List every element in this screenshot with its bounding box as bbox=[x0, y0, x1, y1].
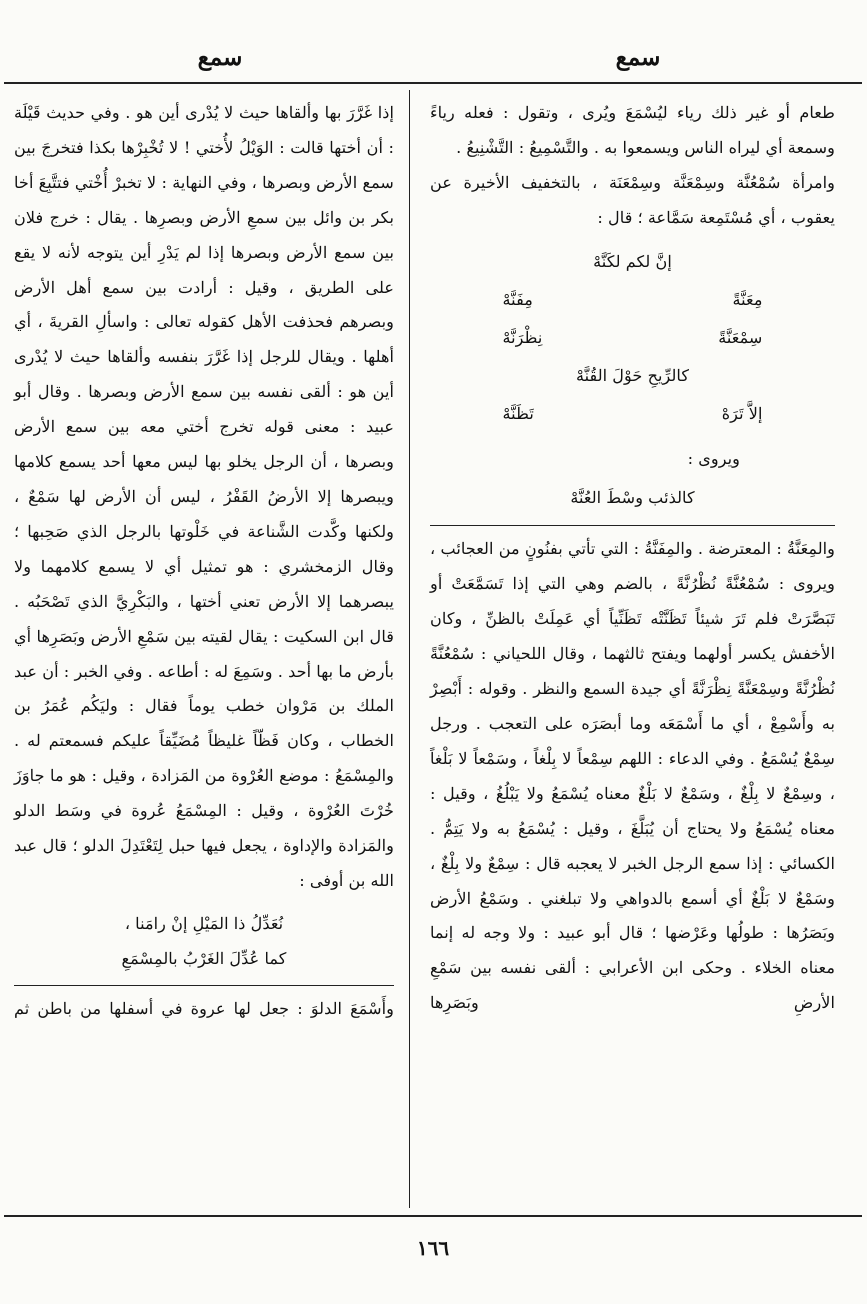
verse-line bbox=[503, 358, 763, 396]
verse-block bbox=[503, 244, 763, 434]
verse-line bbox=[503, 396, 763, 434]
variant-verse: كالذئب وسْطَ العُنَّهْ bbox=[570, 487, 695, 507]
section-divider bbox=[430, 525, 835, 526]
paragraph-closing: وأَسْمَعَ الدلوَ : جعل لها عروة في أسفلها من باطن ثم bbox=[14, 998, 394, 1018]
verse-hemistich: كالرِّيحِ حَوْلَ القُنَّهْ bbox=[575, 366, 690, 386]
verse-hemistich: إلاَّ تَرَهْ bbox=[721, 404, 763, 424]
verse-line bbox=[503, 244, 763, 282]
variant-label: ويروى : bbox=[687, 448, 740, 468]
verse-hemistich: مِعَنَّةً bbox=[732, 290, 763, 310]
section-divider bbox=[14, 985, 394, 986]
verse-hemistich: مِفَنَّهْ bbox=[502, 290, 533, 310]
paragraph-intro-1: طعام أو غير ذلك رياء ليُسْمَعَ ويُرى ، وتقول : فعله رياءً وسمعة أي ليراه الناس ويسمعوا به . والتَّسْمِيعُ : التَّشْنِيعُ . bbox=[430, 103, 835, 157]
right-column bbox=[430, 96, 835, 1021]
paragraph-main-right: والمِعَنَّةُ : المعترضة . والمِفَنَّةُ : التي تأتي بفنُونٍ من العجائب ، ويروى : سُمْعُنَّةً نُظْرُنَّةً ، بالضم وهي التي إذا تَسَمَّعَتْ أو تَبَصَّرَتْ فلم تَرَ شيئاً تَظَنَّتْه تَظَنِّياً أي عَمِلَتْ بالظنِّ ، وكان الأخفش يكسر أولهما ويفتح ثالثهما ، وقال اللحياني : سُمْعُنَّةً نُظْرُنَّةً وسِمْعَنَّةً نِظْرَنَّةً أي جيدة السمع والنظر . وقوله : أَبْصِرْ به وأَسْمِعْ ، أي ما أَسْمَعَه وما أبصَرَه على التعجب . ورجل سِمْعٌ يُسْمَعُ . وفي الدعاء : اللهم سِمْعاً لا بِلْغاً ، وسَمْعاً لا بَلْغاً ، وسِمْعٌ لا بِلْغٌ ، وسَمْعٌ لا بَلْغٌ معناه يُسْمَعُ ولا يَبْلُغُ ، وقيل : معناه يُسْمَعُ ولا يحتاج أن يُبَلَّغَ ، وقيل : يُسْمَعُ به ولا يَتِمُّ . الكسائي : إذا سمع الرجل الخبر لا يعجبه قال : سِمْعٌ ولا بِلْغٌ ، وسَمْعٌ لا بَلْغٌ أي أسمع بالدواهي ولا تبلغني . وسَمْعُ الأرض وبَصَرُها : طولُها وعَرْضها ؛ قال أبو عبيد : ولا وجه له إنما معناه الخلاء . وحكى ابن الأعرابي : ألقى نفسه بين سَمْعِ الأرضِ وبَصَرِها bbox=[430, 539, 835, 1013]
paragraph-intro-2: وامرأة سُمْعُنَّة وسِمْعَنَّة وسِمْعَنَة ، بالتخفيف الأخيرة عن يعقوب ، أي مُسْتَمِعة سَمَّاعة ؛ قال : bbox=[430, 172, 835, 227]
couplet-line: كما عُدِّلَ الغَرْبُ بالمِسْمَعِ bbox=[121, 948, 287, 968]
verse-hemistich: تَظَنَّهْ bbox=[502, 404, 534, 424]
running-header-left: سمع bbox=[197, 44, 243, 71]
couplet-line: نُعَدِّلُ ذا المَيْلِ إنْ رامَنا ، bbox=[124, 913, 284, 933]
running-header-right: سمع bbox=[615, 44, 661, 71]
verse-line bbox=[503, 320, 763, 358]
footer-rule bbox=[4, 1215, 862, 1217]
verse-hemistich: سِمْعَنَّةً bbox=[718, 328, 763, 348]
verse-line bbox=[503, 282, 763, 320]
header-rule bbox=[4, 82, 862, 84]
couplet-block bbox=[14, 907, 394, 977]
paragraph-main-left: إذا غَرَّرَ بها وألقاها حيث لا يُدْرى أين هو . وفي حديث قَيْلَة : أن أختها قالت : الوَيْلُ لأُختي ! لا تُخْبِرْها بكذا فتخرجَ بين سمع الأرض وبصرها ، وفي النهاية : لا تخبرْ أُخْتي فتتَّبِعَ أخا بكر بن وائل بين سمعِ الأرض وبصرِها . يقال : خرج فلان بين سمع الأرض وبصرها إذا لم يَدْرِ أين يتوجه لأنه لا يقع على الطريق ، وقيل : أرادت بين سمع أهل الأرض وبصرهم فحذفت الأهل كقوله تعالى : واسألِ القريةَ ، أي أهلها . ويقال للرجل إذا غَرَّرَ بنفسه وألقاها حيث لا يُدْرى أين هو : ألقى نفسه بين سمع الأرض وبصرها . وقال أبو عبيد : معنى قوله تخرج أختي معه بين سمع الأرض وبصرها ، أن الرجل يخلو بها ليس معها أحد يسمع كلامها ويبصرها إلا الأرضُ القَفْرُ ، ليس أن الأرض لها سَمْعٌ ، ولكنها وكَّدت الشَّناعة في خَلْوتها بالرجل الذي صَحِبها ؛ وقال الزمخشري : هو تمثيل أي لا يسمع كلامهما ولا يبصرهما إلا الأرض تعني أختها ، والبَكْرِيَّ الذي تَصْحَبُه . قال ابن السكيت : يقال لقيته بين سَمْعِ الأرض وبَصَرِها أي بأرض ما بها أحد . وسَمِعَ له : أطاعه . وفي الخبر : أن عبد الملك بن مَرْوان خطب يوماً فقال : وليَكُم عُمَرُ بن الخطاب ، وكان فَظّاً غليظاً مُضَيِّقاً عليكم فسمعتم له . والمِسْمَعُ : موضع العُرْوة من المَزادة ، وقيل : هو ما جاوَزَ خُرْتَ العُرْوة ، وقيل : المِسْمَعُ عُروة في وسَط الدلو والمَزادة والإداوة ، يجعل فيها حبل لِتَعْتَدِلَ الدلو ؛ قال عبد الله بن أوفى : bbox=[14, 103, 394, 890]
left-column bbox=[14, 96, 394, 1027]
verse-hemistich: نِظْرَنَّهْ bbox=[502, 328, 543, 348]
page-number: ١٦٦ bbox=[416, 1236, 450, 1260]
column-divider bbox=[409, 90, 410, 1208]
verse-hemistich: إنَّ لكم لكَنَّهْ bbox=[593, 252, 672, 272]
